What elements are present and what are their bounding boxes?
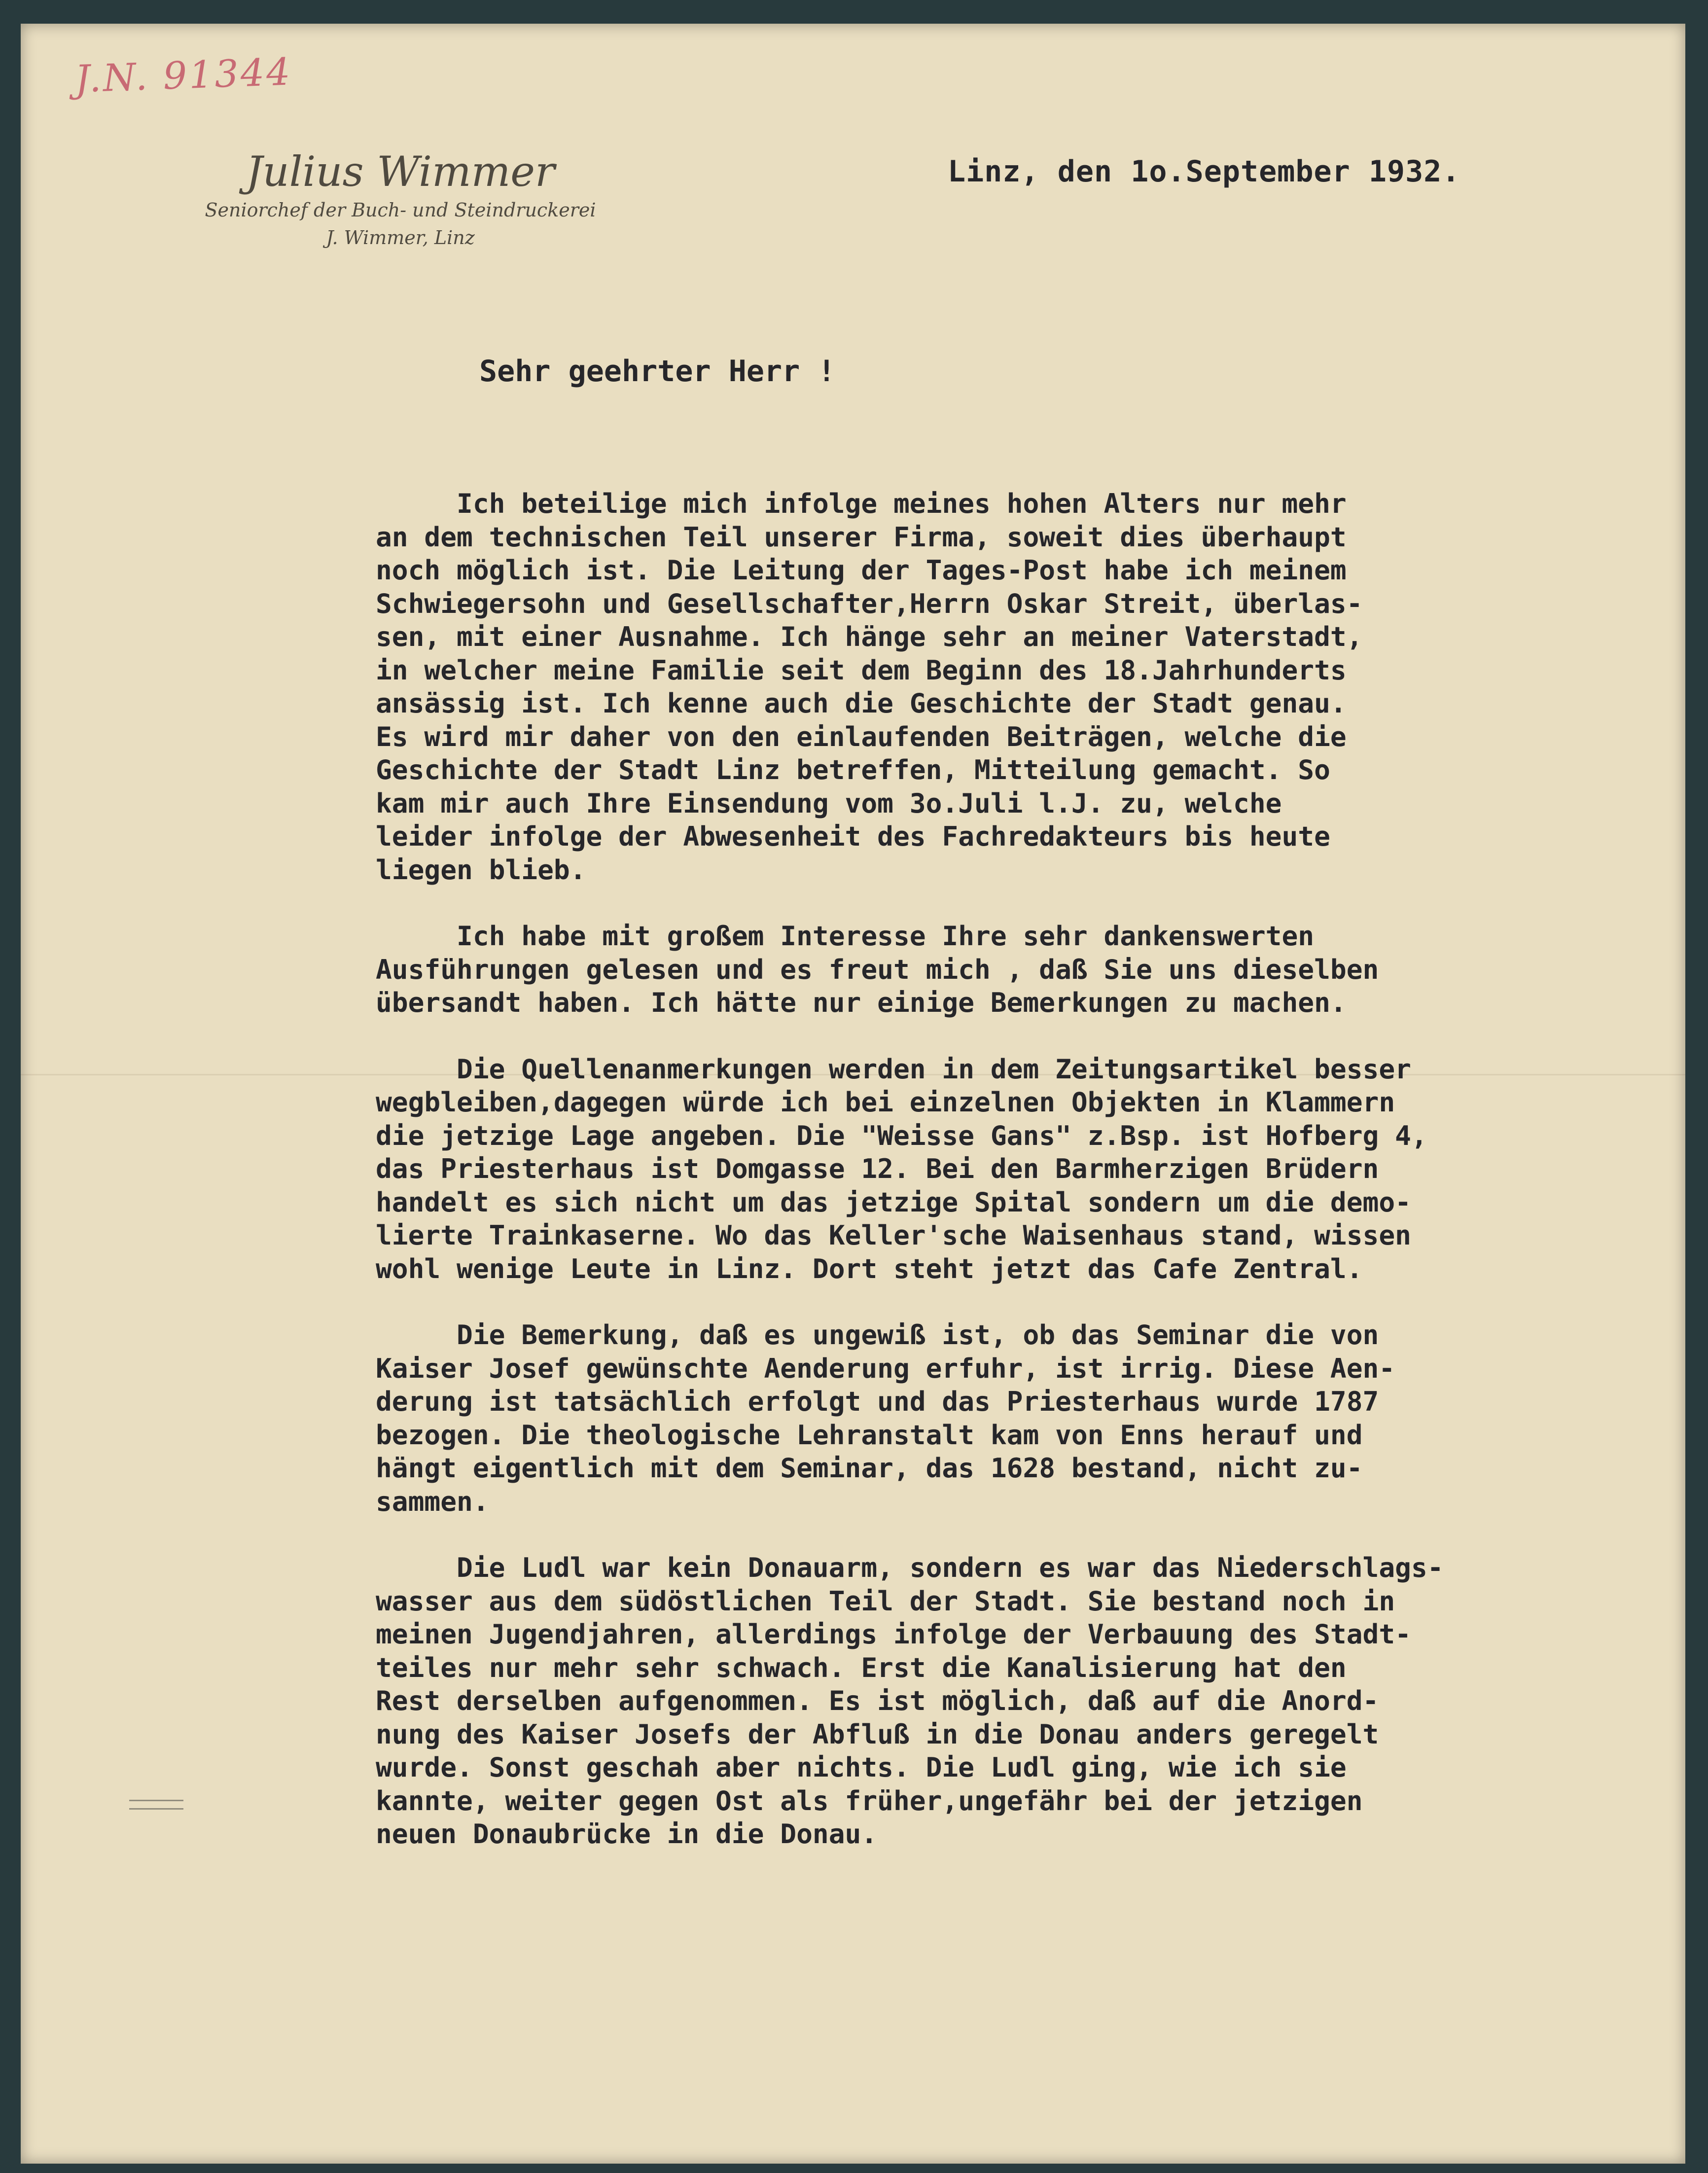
paragraph-2: Ich habe mit großem Interesse Ihre sehr dankenswerten Ausführungen gelesen und es freut mich , daß Sie uns dieselben übersandt haben. Ich hätte nur einige Bemerkungen zu machen. — [376, 920, 1379, 1018]
letterhead-title: Seniorchef der Buch- und Steindruckerei — [205, 199, 596, 221]
letterhead — [188, 147, 612, 251]
dateline: Linz, den 1o.September 1932. — [948, 154, 1460, 189]
letterhead-firm: J. Wimmer, Linz — [326, 227, 475, 249]
paragraph-5: Die Ludl war kein Donauarm, sondern es war das Niederschlags- wasser aus dem südöstlichen Teil der Stadt. Sie bestand noch in meinen Jugendjahren, allerdings infolge der Verbauung des Stadt- teiles nur mehr sehr schwach. Erst die Kanalisierung hat den Rest derselben aufgenommen. Es ist möglich, daß auf die Anord- nung des Kaiser Josefs der Abfluß in die Donau anders geregelt wurde. Sonst geschah aber nichts. Die Ludl ging, wie ich sie kannte, weiter gegen Ost als früher,ungefähr bei der jetzigen neuen Donaubrücke in die Donau. — [376, 1552, 1444, 1850]
punch-margin-mark — [129, 1800, 183, 1810]
letter-page — [21, 24, 1685, 2164]
letterhead-name: Julius Wimmer — [246, 147, 555, 196]
paragraph-1: Ich beteilige mich infolge meines hohen Alters nur mehr an dem technischen Teil unserer Firma, soweit dies überhaupt noch möglich ist. Die Leitung der Tages-Post habe ich meinem Schwiegersohn und Gesellschafter,Herrn Oskar Streit, überlas- sen, mit einer Ausnahme. Ich hänge sehr an meiner Vaterstadt, in welcher meine Familie seit dem Beginn des 18.Jahrhunderts ansässig ist. Ich kenne auch die Geschichte der Stadt genau. Es wird mir daher von den einlaufenden Beiträgen, welche die Geschichte der Stadt Linz betreffen, Mitteilung gemacht. So kam mir auch Ihre Einsendung vom 3o.Juli l.J. zu, welche leider infolge der Abwesenheit des Fachredakteurs bis heute liegen blieb. — [376, 488, 1363, 886]
salutation: Sehr geehrter Herr ! — [479, 354, 836, 389]
paragraph-3: Die Quellenanmerkungen werden in dem Zeitungsartikel besser wegbleiben,dagegen würde ich bei einzelnen Objekten in Klammern die jetzige Lage angeben. Die "Weisse Gans" z.Bsp. ist Hofberg 4, das Priesterhaus ist Domgasse 12. Bei den Barmherzigen Brüdern handelt es sich nicht um das jetzige Spital sondern um die demo- lierte Trainkaserne. Wo das Keller'sche Waisenhaus stand, wissen wohl wenige Leute in Linz. Dort steht jetzt das Cafe Zentral. — [376, 1053, 1427, 1284]
letter-body — [376, 487, 1668, 1884]
archive-number-handwritten: J.N. 91344 — [74, 49, 293, 101]
paragraph-4: Die Bemerkung, daß es ungewiß ist, ob das Seminar die von Kaiser Josef gewünschte Aenderung erfuhr, ist irrig. Diese Aen- derung ist tatsächlich erfolgt und das Priesterhaus wurde 1787 bezogen. Die theologische Lehranstalt kam von Enns herauf und hängt eigentlich mit dem Seminar, das 1628 bestand, nicht zu- sammen. — [376, 1319, 1395, 1517]
